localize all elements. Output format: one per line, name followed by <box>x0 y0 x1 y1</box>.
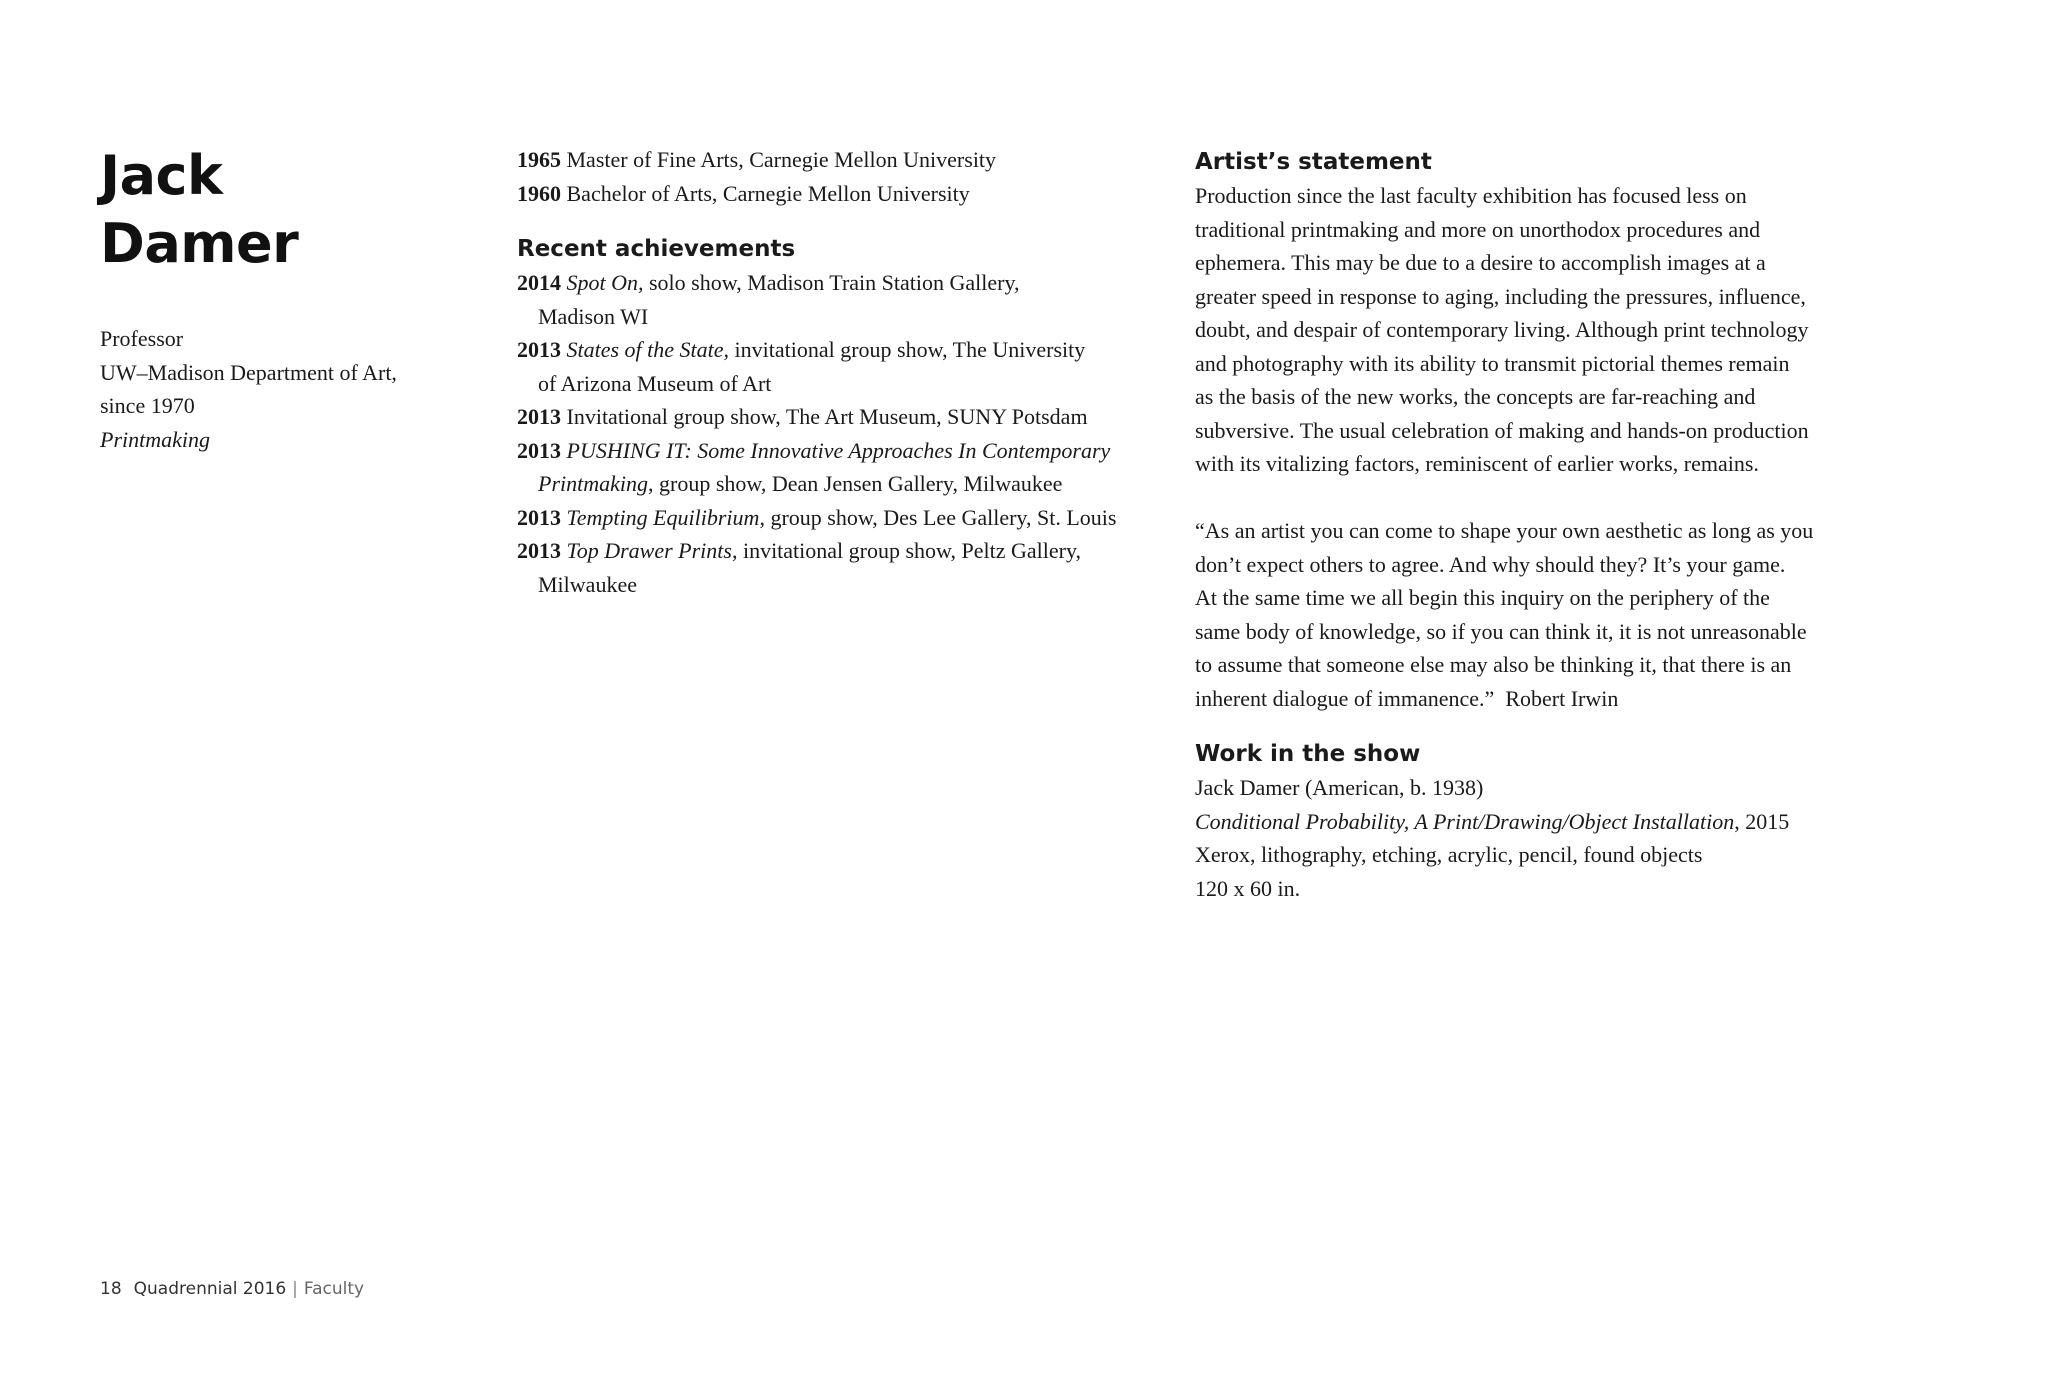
work-title: Conditional Probability, A Print/Drawing/Object Installation <box>1195 808 1735 834</box>
achievement-detail: Invitational group show, The Art Museum, SUNY Potsdam <box>566 404 1088 429</box>
work-title-line <box>1195 805 1845 839</box>
statement-line: ephemera. This may be due to a desire to accomplish images at a <box>1195 250 1766 275</box>
education-achievements-column <box>517 143 1157 601</box>
achievement-title: Spot On, <box>566 270 644 295</box>
artist-affiliation <box>100 322 480 456</box>
achievements-heading: Recent achievements <box>517 236 796 262</box>
statement-heading: Artist’s statement <box>1195 149 1432 175</box>
achievement-title-continued: Printmaking <box>538 471 648 496</box>
achievement-detail: solo show, Madison Train Station Gallery, <box>643 270 1020 295</box>
statement-line: doubt, and despair of contemporary living. Although print technology <box>1195 317 1809 342</box>
artist-area: Printmaking <box>100 426 210 452</box>
achievement-title: States of the State, <box>566 337 730 362</box>
achievement-detail: invitational group show, The University <box>729 337 1086 362</box>
achievement-detail: , group show, Dean Jensen Gallery, Milwaukee <box>648 471 1063 496</box>
quote-line: inherent dialogue of immanence.” Robert Irwin <box>1195 685 1619 711</box>
education-year: 1965 <box>517 147 561 172</box>
achievement-item <box>517 333 1157 367</box>
statement-line: subversive. The usual celebration of making and hands-on production <box>1195 417 1809 443</box>
achievement-detail: , group show, Des Lee Gallery, St. Louis <box>759 504 1117 530</box>
artist-first-name: Jack <box>100 144 223 207</box>
achievement-year: 2013 <box>517 437 561 463</box>
section-name: Faculty <box>303 1279 365 1299</box>
quote-line: to assume that someone else may also be thinking it, that there is an <box>1195 652 1792 677</box>
achievement-title: Tempting Equilibrium <box>566 504 760 530</box>
achievement-year: 2013 <box>517 404 561 429</box>
statement-line: Production since the last faculty exhibition has focused less on <box>1195 183 1747 208</box>
artist-last-name: Damer <box>100 212 299 275</box>
achievement-detail: , invitational group show, Peltz Gallery, <box>731 538 1082 563</box>
work-dimensions: 120 x 60 in. <box>1195 875 1301 901</box>
achievement-continuation <box>517 467 1157 501</box>
artist-name <box>100 142 460 278</box>
achievement-title: Top Drawer Prints <box>566 538 732 563</box>
achievement-item <box>517 534 1157 568</box>
quote-line: At the same time we all begin this inquiry on the periphery of the <box>1195 585 1770 610</box>
achievement-title: PUSHING IT: Some Innovative Approaches In Contemporary <box>566 437 1111 463</box>
achievement-continuation: of Arizona Museum of Art <box>538 370 772 396</box>
footer-separator: | <box>292 1279 298 1299</box>
work-year: , 2015 <box>1734 808 1790 834</box>
statement-line: and photography with its ability to transmit pictorial themes remain <box>1195 350 1790 376</box>
statement-line: as the basis of the new works, the concepts are far-reaching and <box>1195 384 1756 409</box>
quote-line: “As an artist you can come to shape your own aesthetic as long as you <box>1195 518 1814 543</box>
statement-line: traditional printmaking and more on unorthodox procedures and <box>1195 216 1761 242</box>
education-item <box>517 177 1157 211</box>
publication-name: Quadrennial 2016 <box>133 1279 287 1299</box>
page-footer <box>100 1277 364 1301</box>
statement-column <box>1195 145 1845 905</box>
achievement-item <box>517 266 1157 300</box>
achievement-year: 2013 <box>517 504 561 530</box>
artist-title: Professor <box>100 326 184 351</box>
work-medium: Xerox, lithography, etching, acrylic, pencil, found objects <box>1195 842 1703 867</box>
statement-line: greater speed in response to aging, including the pressures, influence, <box>1195 283 1806 309</box>
quote-line: same body of knowledge, so if you can think it, it is not unreasonable <box>1195 618 1807 644</box>
achievement-continuation: Madison WI <box>538 303 649 329</box>
education-year: 1960 <box>517 180 561 206</box>
page-number: 18 <box>100 1279 122 1299</box>
achievement-item <box>517 400 1157 434</box>
work-artist: Jack Damer (American, b. 1938) <box>1195 775 1484 800</box>
artist-department: UW–Madison Department of Art, <box>100 359 397 385</box>
achievement-year: 2014 <box>517 270 561 295</box>
artist-since: since 1970 <box>100 393 195 418</box>
achievement-continuation: Milwaukee <box>538 571 637 597</box>
quote-line: don’t expect others to agree. And why should they? It’s your game. <box>1195 551 1786 577</box>
statement-line: with its vitalizing factors, reminiscent of earlier works, remains. <box>1195 451 1759 476</box>
achievement-item <box>517 434 1157 468</box>
work-heading: Work in the show <box>1195 741 1421 767</box>
achievement-year: 2013 <box>517 538 561 563</box>
achievement-year: 2013 <box>517 337 561 362</box>
achievement-item <box>517 501 1157 535</box>
education-text: Bachelor of Arts, Carnegie Mellon University <box>566 180 970 206</box>
education-text: Master of Fine Arts, Carnegie Mellon University <box>566 147 997 172</box>
education-item <box>517 143 1157 177</box>
